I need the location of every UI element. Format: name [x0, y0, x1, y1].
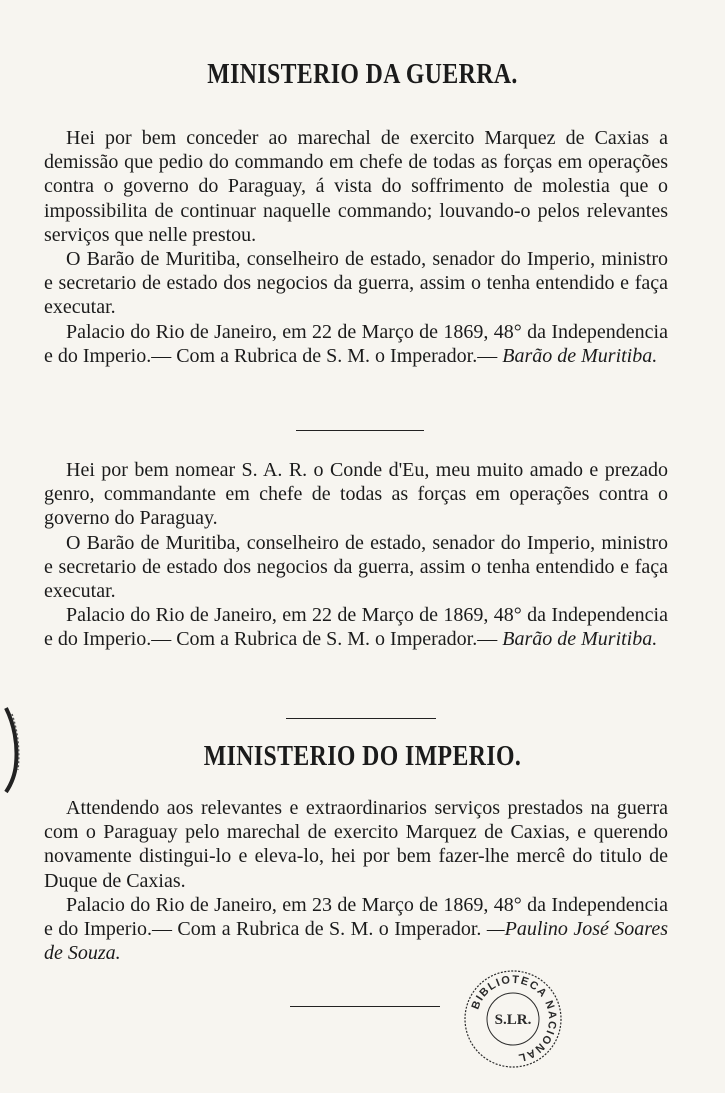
stamp-center-text: S.LR.: [494, 1012, 532, 1028]
decree-closing: [44, 603, 668, 651]
decree-paragraph: Hei por bem conceder ao marechal de exercito Marquez de Caxias a demissão que pedio do commando em chefe de todas as forças em operações contra o governo do Paraguay, á vista do soffrimento de molestia que o impossibilita de continuar naquelle commando; louvando-o pelos relevantes serviços que nelle prestou.: [44, 127, 668, 246]
library-stamp-seal: [462, 968, 564, 1070]
decree-appointment: [44, 458, 668, 652]
divider-rule: [296, 430, 424, 431]
decree-paragraph: O Barão de Muritiba, conselheiro de estado, senador do Imperio, ministro e secretario de estado dos negocios da guerra, assim o tenha entendido e faça executar.: [44, 531, 668, 603]
decree-closing: [44, 320, 668, 368]
decree-paragraph: O Barão de Muritiba, conselheiro de estado, senador do Imperio, ministro e secretario de estado dos negocios da guerra, assim o tenha entendido e faça executar.: [44, 248, 668, 319]
divider-rule: [290, 1006, 440, 1007]
page-edge-binding: [0, 704, 26, 794]
stamp-ring-text: BIBLIOTECA NACIONAL: [469, 973, 559, 1064]
decree-signature: —Paulino José Soares de Souza.: [44, 918, 668, 965]
decree-closing-text: Palacio do Rio de Janeiro, em 22 de Março de 1869, 48° da Independencia e do Imperio.— Com a Rubrica de S. M. o Imperador.—: [44, 604, 668, 651]
decree-closing-text: Palacio do Rio de Janeiro, em 22 de Março de 1869, 48° da Independencia e do Imperio.— Com a Rubrica de S. M. o Imperador.—: [44, 320, 668, 367]
decree-dismissal: [44, 126, 668, 368]
section-heading-imperio: MINISTERIO DO IMPERIO.: [203, 740, 522, 772]
decree-signature: Barão de Muritiba.: [502, 344, 658, 367]
decree-title-grant: [44, 796, 668, 965]
decree-closing: [44, 893, 668, 966]
decree-paragraph: Hei por bem nomear S. A. R. o Conde d'Eu, meu muito amado e prezado genro, commandante em chefe de todas as forças em operações contra o governo do Paraguay.: [44, 459, 668, 530]
library-stamp: [462, 968, 564, 1070]
decree-closing-text: Palacio do Rio de Janeiro, em 23 de Março de 1869, 48° da Independencia e do Imperio.— Com a Rubrica de S. M. o Imperador.: [44, 893, 668, 941]
decree-paragraph: Attendendo aos relevantes e extraordinarios serviços prestados na guerra com o Paraguay pelo marechal de exercito Marquez de Caxias, e querendo novamente distingui-lo e eleva-lo, hei por bem fazer-lhe mercê do titulo de Duque de Caxias.: [44, 797, 668, 892]
section-heading-guerra: MINISTERIO DA GUERRA.: [207, 58, 518, 90]
decree-signature: Barão de Muritiba.: [502, 628, 658, 651]
divider-rule: [286, 718, 436, 719]
